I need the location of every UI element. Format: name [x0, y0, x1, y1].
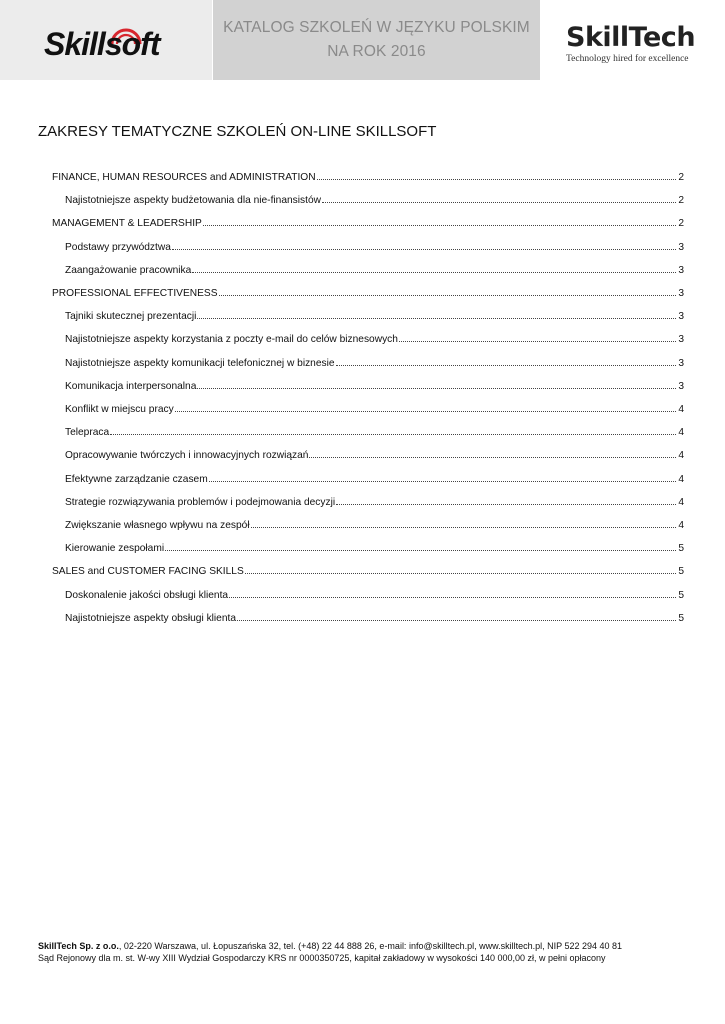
toc-entry-page-number: 2 [678, 218, 684, 230]
toc-entry[interactable] [52, 216, 684, 232]
toc-entry-label: SALES and CUSTOMER FACING SKILLS [52, 566, 244, 578]
toc-leader-dots [322, 193, 676, 203]
toc-entry[interactable] [65, 611, 684, 627]
toc-entry[interactable] [65, 588, 684, 604]
toc-entry-page-number: 4 [678, 520, 684, 531]
toc-entry-label: Najistotniejsze aspekty korzystania z poczty e-mail do celów biznesowych [65, 334, 398, 346]
toc-entry-label: PROFESSIONAL EFFECTIVENESS [52, 288, 218, 299]
toc-entry-page-number: 5 [678, 612, 684, 624]
toc-entry[interactable] [52, 564, 684, 580]
toc-entry-page-number: 4 [678, 496, 684, 508]
footer-line2: Sąd Rejonowy dla m. st. W-wy XIII Wydział Gospodarczy KRS nr 0000350725, kapitał zakładowy w wysokości 140 000,00 zł, w pełni opłacony [38, 953, 606, 963]
toc-entry[interactable] [52, 170, 684, 186]
toc-leader-dots [309, 448, 676, 458]
toc-leader-dots [197, 379, 676, 389]
toc-entry-label: Komunikacja interpersonalna [65, 380, 197, 392]
toc-leader-dots [175, 402, 677, 412]
toc-entry-page-number: 3 [678, 334, 684, 346]
toc-entry-page-number: 3 [678, 357, 684, 369]
toc-entry[interactable] [65, 263, 684, 279]
toc-entry-label: Doskonalenie jakości obsługi klienta [65, 589, 229, 601]
toc-entry-label: Kierowanie zespołami [65, 543, 165, 555]
toc-leader-dots [209, 472, 677, 482]
toc-entry-page-number: 2 [678, 172, 684, 183]
toc-leader-dots [203, 216, 677, 226]
toc-entry[interactable] [65, 472, 684, 488]
skilltech-logo-text: SkillTech [566, 22, 696, 53]
toc-entry-page-number: 4 [678, 427, 684, 439]
toc-leader-dots [172, 240, 676, 250]
toc-entry[interactable] [65, 495, 684, 511]
toc-leader-dots [110, 425, 676, 435]
footer-address: , 02-220 Warszawa, ul. Łopuszańska 32, tel. (+48) 22 44 888 26, e-mail: info@skilltech.pl, www.skilltech.pl, NIP 522 294 40 81 [118, 941, 623, 951]
toc-entry-page-number: 5 [678, 566, 684, 578]
toc-leader-dots [251, 518, 677, 528]
header-title-band [213, 0, 540, 80]
toc-leader-dots [165, 541, 676, 551]
toc-entry[interactable] [65, 448, 684, 464]
toc-entry-label: Najistotniejsze aspekty obsługi klienta [65, 612, 237, 624]
toc-entry-label: Podstawy przywództwa [65, 241, 171, 253]
toc-entry-label: Strategie rozwiązywania problemów i podejmowania decyzji [65, 496, 336, 508]
toc-entry-page-number: 4 [678, 473, 684, 485]
skilltech-logo [566, 22, 696, 68]
toc-entry[interactable] [65, 402, 684, 418]
toc-entry-page-number: 3 [678, 264, 684, 276]
skilltech-tagline: Technology hired for excellence [566, 54, 689, 64]
toc-entry[interactable] [65, 332, 684, 348]
toc-leader-dots [336, 495, 676, 505]
skillsoft-logo-text: Skillsoft [44, 26, 160, 62]
toc-leader-dots [219, 286, 677, 296]
toc-entry[interactable] [65, 518, 684, 534]
toc-leader-dots [245, 564, 677, 574]
toc-leader-dots [317, 170, 677, 180]
header-left-band [0, 0, 212, 80]
toc-entry-label: Konflikt w miejscu pracy [65, 404, 174, 415]
toc-entry[interactable] [65, 193, 684, 209]
footer-company-name: SkillTech Sp. z o.o. [38, 941, 119, 951]
toc-entry-label: Zwiększanie własnego wpływu na zespół [65, 520, 250, 531]
header-title-line1: KATALOG SZKOLEŃ W JĘZYKU POLSKIM [223, 19, 530, 36]
toc-entry-page-number: 5 [678, 543, 684, 555]
toc-entry-page-number: 3 [678, 241, 684, 253]
toc-leader-dots [192, 263, 676, 273]
header-title-line2: NA ROK 2016 [327, 43, 426, 60]
toc-entry-label: Zaangażowanie pracownika [65, 264, 192, 276]
toc-entry-label: Telepraca [65, 427, 110, 439]
toc-entry[interactable] [65, 541, 684, 557]
toc-entry-label: FINANCE, HUMAN RESOURCES and ADMINISTRATION [52, 172, 316, 183]
page-title: ZAKRESY TEMATYCZNE SZKOLEŃ ON-LINE SKILLSOFT [38, 123, 437, 140]
toc-entry-label: Efektywne zarządzanie czasem [65, 473, 208, 485]
toc-entry[interactable] [65, 379, 684, 395]
skillsoft-logo [44, 20, 176, 66]
toc-leader-dots [399, 332, 676, 342]
toc-entry-page-number: 3 [678, 311, 684, 323]
toc-entry-page-number: 3 [678, 380, 684, 392]
toc-leader-dots [229, 588, 676, 598]
toc-entry-label: MANAGEMENT & LEADERSHIP [52, 218, 202, 230]
toc-entry-page-number: 2 [678, 195, 684, 207]
toc-entry-label: Opracowywanie twórczych i innowacyjnych rozwiązań [65, 450, 309, 462]
toc-entry[interactable] [65, 309, 684, 325]
page-footer [38, 940, 688, 964]
toc-entry[interactable] [65, 240, 684, 256]
header-title [213, 16, 540, 64]
toc-entry-label: Najistotniejsze aspekty komunikacji telefonicznej w biznesie [65, 357, 335, 369]
toc-entry[interactable] [65, 425, 684, 441]
toc-entry-label: Najistotniejsze aspekty budżetowania dla nie-finansistów [65, 195, 321, 207]
toc-entry-page-number: 3 [678, 288, 684, 299]
toc-entry-page-number: 4 [678, 450, 684, 462]
toc-leader-dots [336, 356, 677, 366]
footer-line1 [38, 940, 688, 952]
toc-entry[interactable] [52, 286, 684, 302]
toc-entry-page-number: 5 [678, 589, 684, 601]
page-header [0, 0, 725, 80]
toc-entry-label: Tajniki skutecznej prezentacji [65, 311, 197, 323]
toc-entry[interactable] [65, 356, 684, 372]
toc-entry-page-number: 4 [678, 404, 684, 415]
toc-leader-dots [237, 611, 676, 621]
toc-leader-dots [197, 309, 676, 319]
